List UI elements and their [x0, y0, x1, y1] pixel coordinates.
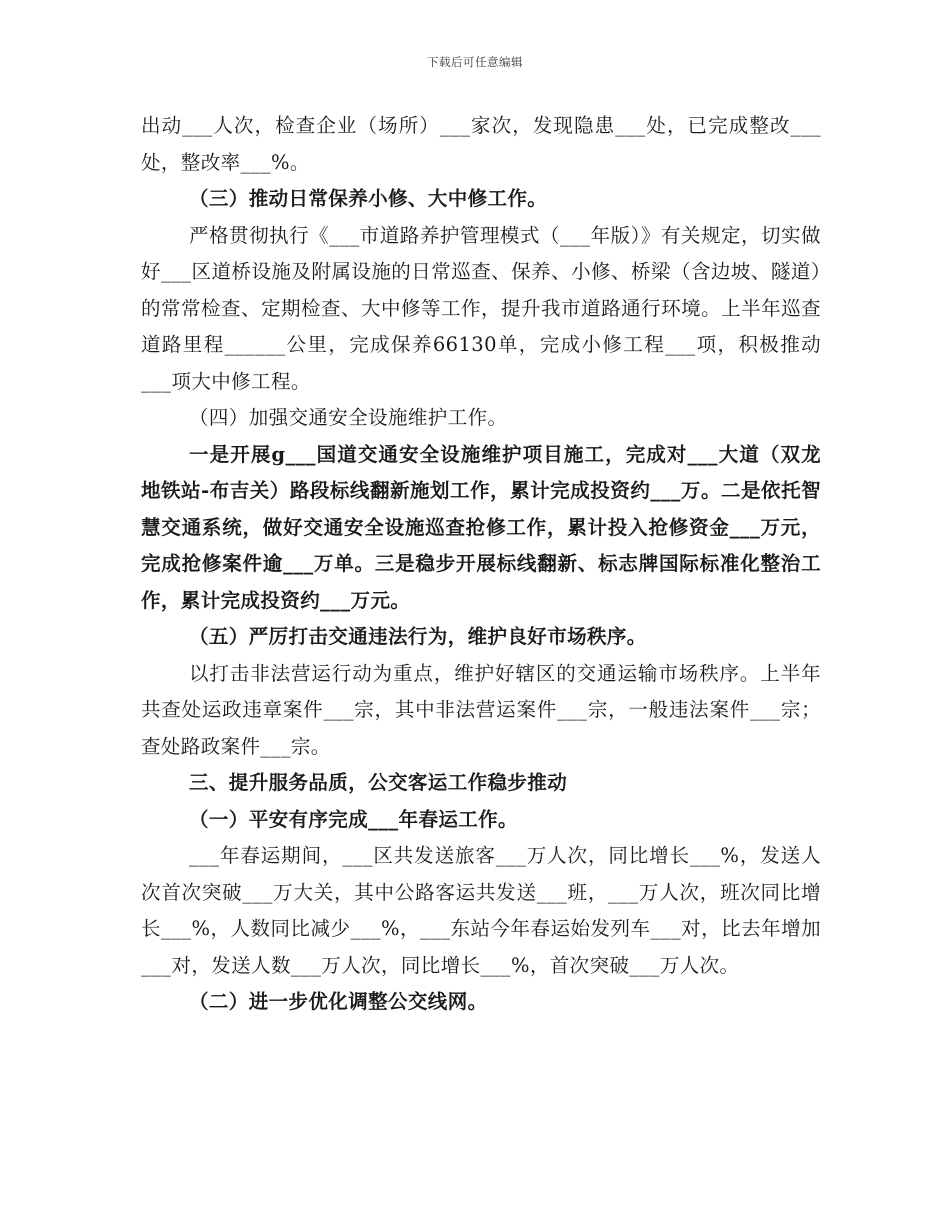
- section-heading-spring-festival: （一）平安有序完成___年春运工作。: [189, 807, 518, 831]
- paragraph-spring-festival: ___年春运期间，___区共发送旅客___万人次，同比增长___%，发送人次首次突破___万大关，其中公路客运共发送___班，___万人次，班次同比增长___%，人数同比减少___%，___东站今年春运始发列车___对，比去年增加___对，发送人数___万人次，同比增长___%，首次突破___万人次。: [141, 844, 821, 977]
- paragraph-inspection-stats: 出动___人次，检查企业（场所）___家次，发现隐患___处，已完成整改___处，整改率___%。: [141, 114, 821, 174]
- section-heading-bus-network: （二）进一步优化调整公交线网。: [189, 990, 488, 1013]
- paragraph-maintenance: 严格贯彻执行《___市道路养护管理模式（___年版）》有关规定，切实做好___区道桥设施及附属设施的日常巡查、保养、小修、桥梁（含边坡、隧道）的常常检查、定期检查、大中修等工作，提升我市道路通行环境。上半年巡查道路里程______公里，完成保养66130单，完成小修工程___项，积极推动___项大中修工程。: [141, 223, 821, 393]
- paragraph-enforcement: 以打击非法营运行动为重点，维护好辖区的交通运输市场秩序。上半年共查处运政违章案件___宗，其中非法营运案件___宗，一般违法案件___宗；查处路政案件___宗。: [141, 661, 821, 758]
- page-header-note: 下载后可任意编辑: [427, 55, 523, 69]
- chapter-heading-service: 三、提升服务品质，公交客运工作稳步推动: [189, 771, 568, 794]
- document-body: [141, 108, 821, 1021]
- section-heading-enforcement: （五）严厉打击交通违法行为，维护良好市场秩序。: [189, 625, 647, 648]
- section-heading-safety-facilities: （四）加强交通安全设施维护工作。: [189, 406, 508, 429]
- paragraph-safety-facilities: 一是开展g___国道交通安全设施维护项目施工，完成对___大道（双龙地铁站-布吉关）路段标线翻新施划工作，累计完成投资约___万。二是依托智慧交通系统，做好交通安全设施巡查抢修工作，累计投入抢修资金___万元，完成抢修案件逾___万单。三是稳步开展标线翻新、标志牌国际标准化整治工作，累计完成投资约___万元。: [141, 442, 821, 612]
- section-heading-maintenance: （三）推动日常保养小修、大中修工作。: [189, 187, 548, 210]
